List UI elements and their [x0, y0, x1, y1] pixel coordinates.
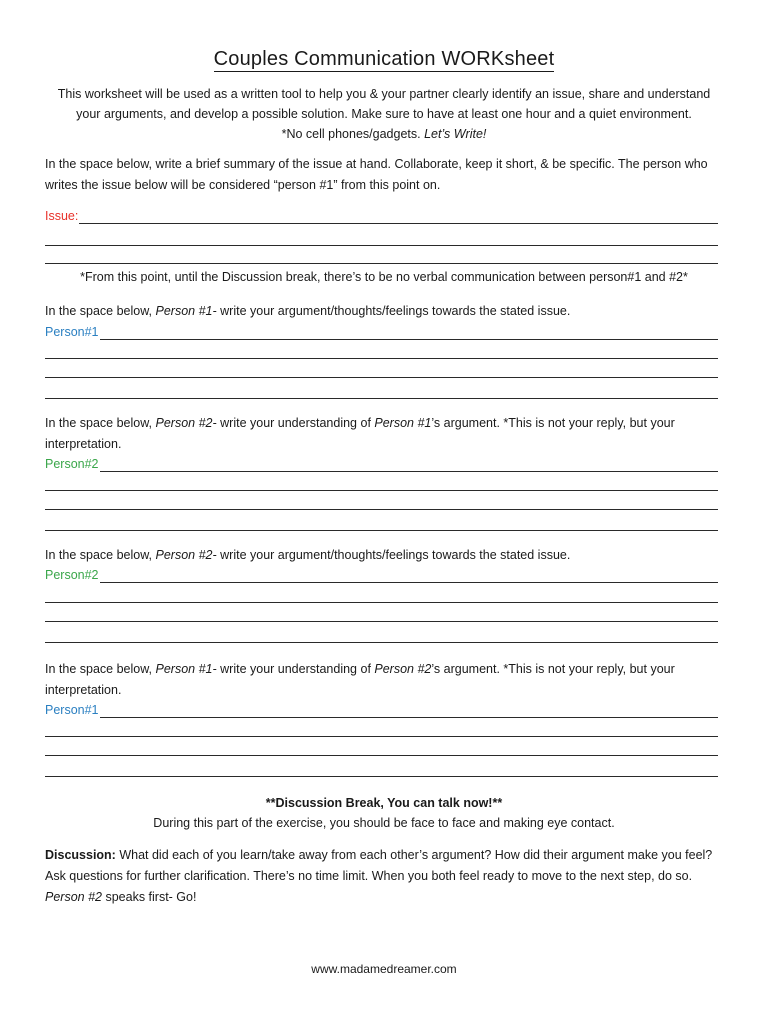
answer-line[interactable] — [45, 490, 718, 491]
answer-line[interactable] — [45, 736, 718, 737]
discussion-break-sub: During this part of the exercise, you should be face to face and making eye contact. — [153, 816, 615, 830]
section2-field[interactable] — [45, 456, 718, 472]
person2-label: Person#2 — [45, 457, 99, 471]
section3-field[interactable] — [45, 567, 718, 583]
footer-url: www.madamedreamer.com — [311, 962, 457, 976]
intro-text — [40, 84, 728, 144]
intro-line-3: *No cell phones/gadgets. Let’s Write! — [281, 127, 487, 141]
answer-line[interactable] — [45, 776, 718, 777]
answer-line[interactable] — [45, 755, 718, 756]
issue-label: Issue: — [45, 209, 79, 223]
discussion-text: Discussion: What did each of you learn/take away from each other’s argument? How did their argument make you feel? Ask questions for further clarification. There’s no time limit. When you both feel ready to move to the next step, do so. Person #2 speaks first- Go! — [45, 848, 713, 904]
answer-line[interactable] — [45, 358, 718, 359]
discussion-break-heading: **Discussion Break, You can talk now!** — [265, 796, 503, 810]
answer-line[interactable] — [45, 621, 718, 622]
issue-line[interactable] — [45, 245, 718, 246]
discussion-label: Discussion: — [45, 848, 116, 862]
intro-line-2: your arguments, and develop a possible solution. Make sure to have at least one hour and a quiet environment. — [76, 107, 692, 121]
answer-line[interactable] — [45, 602, 718, 603]
page-title: Couples Communication WORKsheet — [213, 48, 555, 70]
section1-field[interactable] — [45, 324, 718, 340]
answer-line[interactable] — [45, 530, 718, 531]
section1-instruction: In the space below, Person #1- write your argument/thoughts/feelings towards the stated issue. — [45, 304, 571, 318]
section3-instruction: In the space below, Person #2- write your argument/thoughts/feelings towards the stated issue. — [45, 548, 571, 562]
person1-label: Person#1 — [45, 703, 99, 717]
answer-line[interactable] — [45, 509, 718, 510]
person2-label: Person#2 — [45, 568, 99, 582]
section4-field[interactable] — [45, 702, 718, 718]
silence-note: *From this point, until the Discussion break, there’s to be no verbal communication between person#1 and #2* — [80, 270, 688, 284]
answer-line[interactable] — [45, 398, 718, 399]
issue-line[interactable] — [45, 263, 718, 264]
intro-line-1: This worksheet will be used as a written tool to help you & your partner clearly identify an issue, share and understand — [57, 87, 711, 101]
issue-field[interactable] — [45, 208, 718, 224]
issue-instruction: In the space below, write a brief summary of the issue at hand. Collaborate, keep it short, & be specific. The person who writes the issue below will be considered “person #1” from this point on. — [45, 157, 708, 192]
person1-label: Person#1 — [45, 325, 99, 339]
section2-instruction: In the space below, Person #2- write your understanding of Person #1’s argument. *This is not your reply, but your interpretation. — [45, 416, 675, 451]
answer-line[interactable] — [45, 377, 718, 378]
section4-instruction: In the space below, Person #1- write your understanding of Person #2’s argument. *This is not your reply, but your interpretation. — [45, 662, 675, 697]
answer-line[interactable] — [45, 642, 718, 643]
